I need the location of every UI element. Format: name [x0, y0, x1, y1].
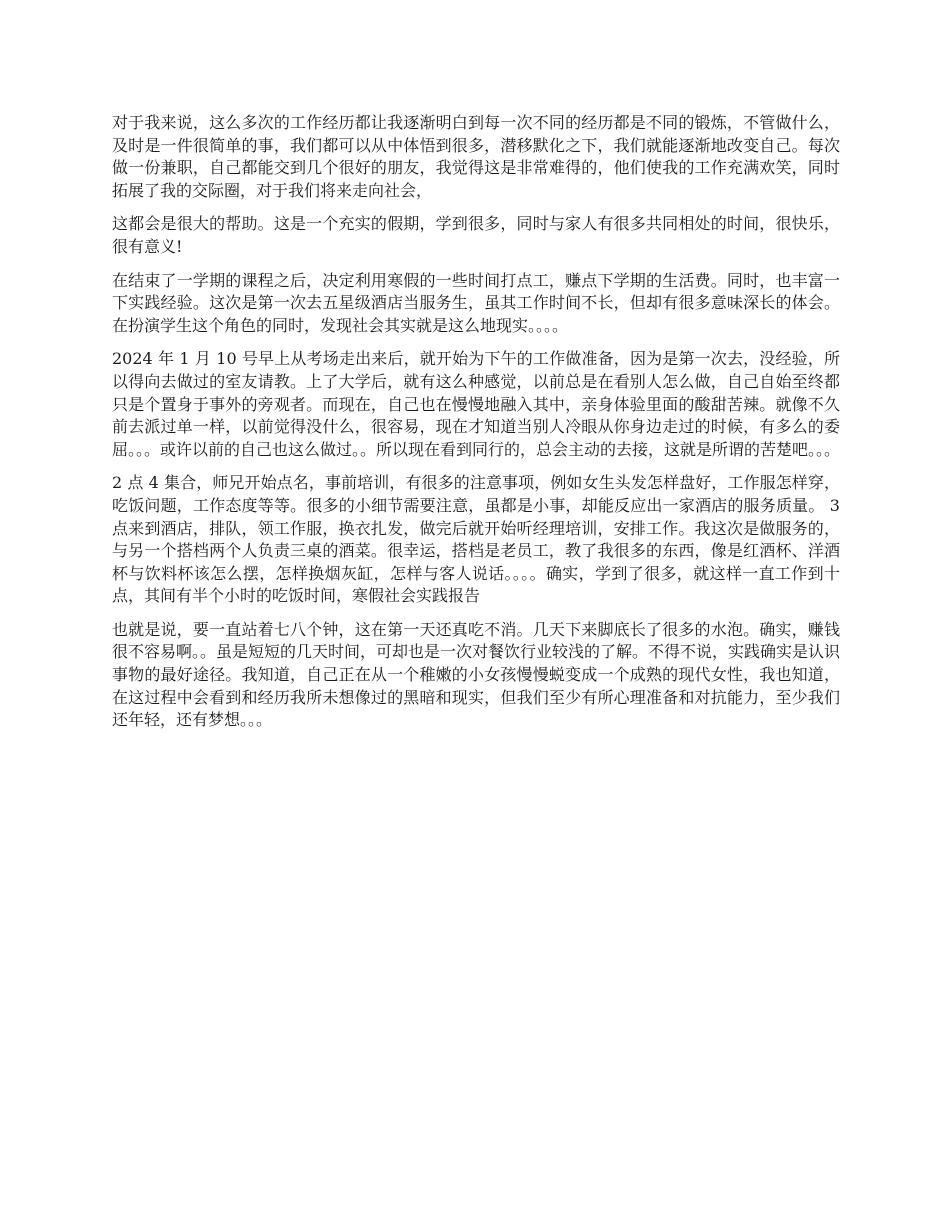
paragraph-1: 对于我来说，这么多次的工作经历都让我逐渐明白到每一次不同的经历都是不同的锻炼，不管做什么，及时是一件很简单的事，我们都可以从中体悟到很多，潜移默化之下，我们就能逐渐地改变自己。每次做一份兼职，自己都能交到几个很好的朋友，我觉得这是非常难得的，他们使我的工作充满欢笑，同时拓展了我的交际圈，对于我们将来走向社会，	[112, 113, 840, 200]
paragraph-2: 这都会是很大的帮助。这是一个充实的假期，学到很多，同时与家人有很多共同相处的时间，很快乐，很有意义!	[112, 214, 840, 256]
paragraph-3: 在结束了一学期的课程之后，决定利用寒假的一些时间打点工，赚点下学期的生活费。同时，也丰富一下实践经验。这次是第一次去五星级酒店当服务生，虽其工作时间不长，但却有很多意味深长的体会。在扮演学生这个角色的同时，发现社会其实就是这么地现实。。。。	[112, 270, 840, 335]
paragraph-5: 2 点 4 集合，师兄开始点名，事前培训，有很多的注意事项，例如女生头发怎样盘好，工作服怎样穿，吃饭问题，工作态度等等。很多的小细节需要注意，虽都是小事，却能反应出一家酒店的服务质量。 3 点来到酒店，排队，领工作服，换衣扎发，做完后就开始听经理培训，安排工作。我这次是做服务的，与另一个搭档两个人负责三桌的酒菜。很幸运，搭档是老员工，教了我很多的东西，像是红酒杯、洋酒杯与饮料杯该怎么摆，怎样换烟灰缸，怎样与客人说话。。。。确实，学到了很多，就这样一直工作到十点，其间有半个小时的吃饭时间，寒假社会实践报告	[112, 473, 840, 606]
paragraph-4: 2024 年 1 月 10 号早上从考场走出来后，就开始为下午的工作做准备，因为是第一次去，没经验，所以得向去做过的室友请教。上了大学后，就有这么种感觉，以前总是在看别人怎么做，自己自始至终都只是个置身于事外的旁观者。而现在，自己也在慢慢地融入其中，亲身体验里面的酸甜苦辣。就像不久前去派过单一样，以前觉得没什么，很容易，现在才知道当别人冷眼从你身边走过的时候，有多么的委屈。。。或许以前的自己也这么做过。。所以现在看到同行的，总会主动的去接，这就是所谓的苦楚吧。。。	[112, 349, 841, 459]
paragraph-6: 也就是说，要一直站着七八个钟，这在第一天还真吃不消。几天下来脚底长了很多的水泡。确实，赚钱很不容易啊。。虽是短短的几天时间，可却也是一次对餐饮行业较浅的了解。不得不说，实践确实是认识事物的最好途径。我知道，自己正在从一个稚嫩的小女孩慢慢蜕变成一个成熟的现代女性，我也知道，在这过程中会看到和经历我所未想像过的黑暗和现实，但我们至少有所心理准备和对抗能力，至少我们还年轻，还有梦想。。。	[112, 619, 841, 730]
document-body	[112, 112, 840, 743]
